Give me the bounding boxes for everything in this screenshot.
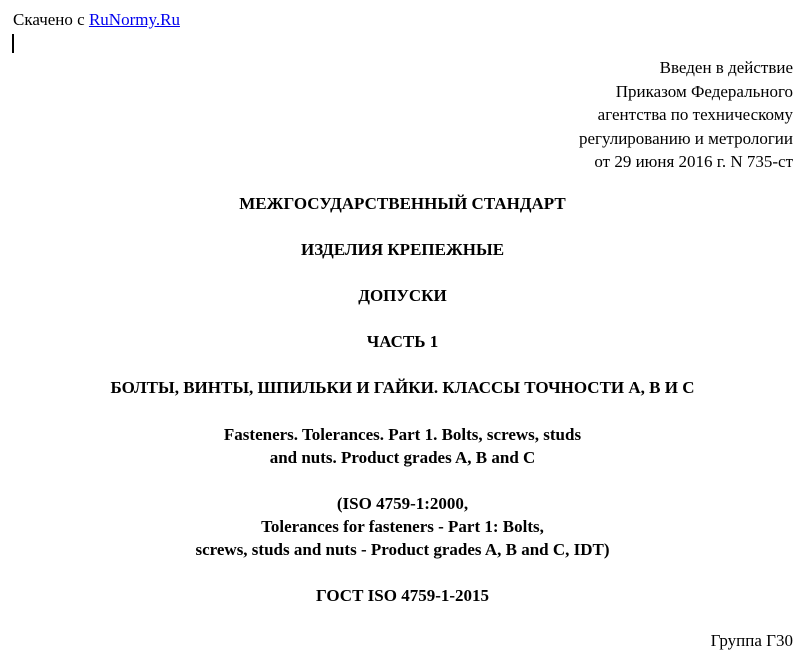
standard-code: ГОСТ ISO 4759-1-2015: [315, 586, 490, 605]
interstate-standard-heading: МЕЖГОСУДАРСТВЕННЫЙ СТАНДАРТ: [239, 194, 566, 213]
runormy-link[interactable]: RuNormy.Ru: [88, 10, 180, 29]
classification-group: Группа Г30: [710, 631, 793, 650]
tolerances-heading: ДОПУСКИ: [358, 286, 447, 305]
subject-heading: БОЛТЫ, ВИНТЫ, ШПИЛЬКИ И ГАЙКИ. КЛАССЫ ТОЧНОСТИ А, В И С: [110, 378, 695, 397]
iso-reference-line: screws, studs and nuts - Product grades A, B and C, IDT): [195, 540, 610, 559]
text-cursor: [12, 34, 14, 53]
enactment-line: агентства по техническому: [597, 105, 793, 125]
iso-reference-line: Tolerances for fasteners - Part 1: Bolts,: [261, 517, 544, 536]
enactment-line: регулированию и метрологии: [578, 128, 793, 148]
product-heading: ИЗДЕЛИЯ КРЕПЕЖНЫЕ: [300, 240, 505, 259]
download-source-line: [13, 9, 180, 31]
enactment-line: Введен в действие: [659, 58, 793, 77]
enactment-block: [579, 56, 793, 174]
enactment-line: от 29 июня 2016 г. N 735-ст: [594, 152, 793, 172]
english-title-line: and nuts. Product grades A, B and C: [269, 448, 536, 467]
download-source-prefix: Скачено с: [13, 10, 89, 29]
part-heading: ЧАСТЬ 1: [366, 332, 439, 351]
english-title-line: Fasteners. Tolerances. Part 1. Bolts, screws, studs: [223, 425, 582, 444]
enactment-line: Приказом Федерального: [615, 81, 793, 101]
iso-reference-line: (ISO 4759-1:2000,: [336, 494, 469, 513]
